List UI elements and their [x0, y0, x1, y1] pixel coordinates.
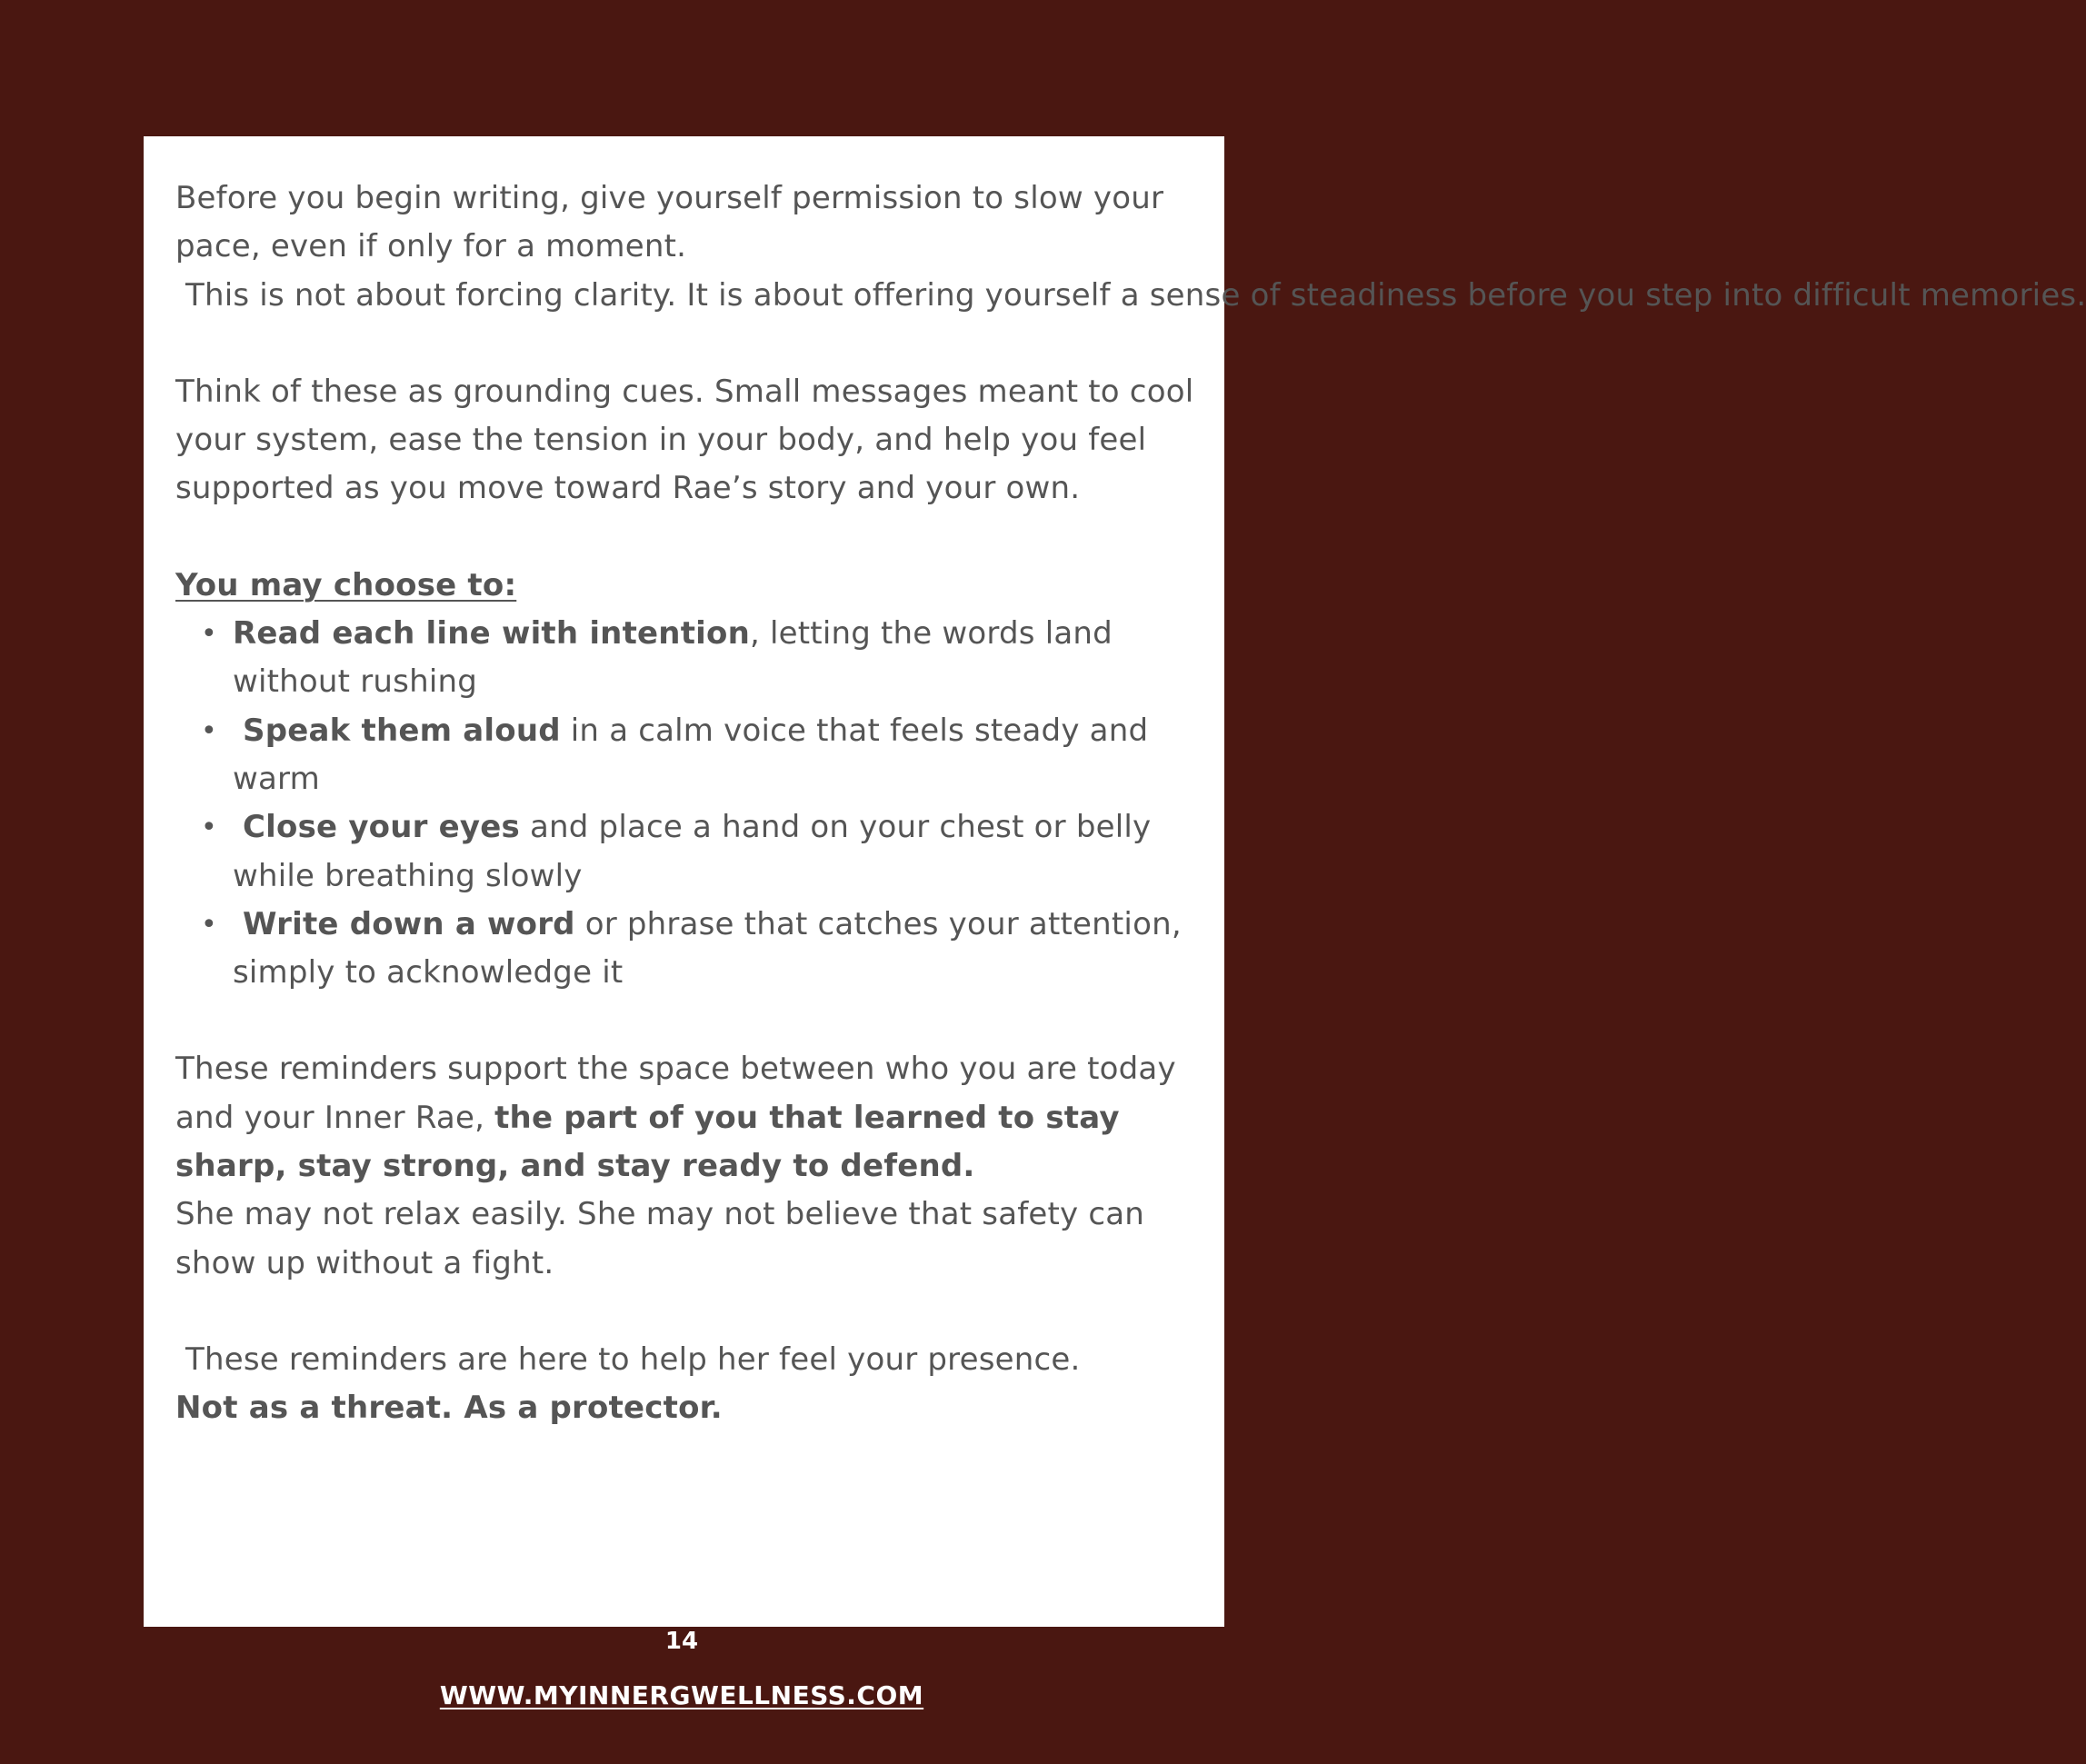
- grounding-paragraph: Think of these as grounding cues. Small messages meant to cool your system, ease the tension in your body, and help you feel supported as you move toward Rae’s story and your own.: [175, 373, 1194, 507]
- closing-paragraph: [175, 1336, 1197, 1433]
- list-item-lead: [233, 809, 243, 845]
- closing-bold: Not as a threat. As a protector.: [175, 1390, 723, 1427]
- spacer: [175, 513, 1197, 562]
- list-item: [175, 707, 1197, 804]
- bullet-icon: •: [201, 908, 217, 941]
- spacer: [175, 997, 1197, 1045]
- choices-list: [175, 610, 1197, 997]
- page-number: 14: [664, 1628, 699, 1655]
- list-item: [175, 803, 1197, 901]
- intro-paragraph: [175, 174, 2086, 320]
- spacer: [175, 1288, 1197, 1336]
- list-item-bold: Write down a word: [243, 905, 575, 942]
- bullet-icon: •: [201, 618, 217, 651]
- reminders-paragraph: [175, 1045, 1197, 1287]
- bullet-icon: •: [201, 812, 217, 844]
- reminders-followup: She may not relax easily. She may not believe that safety can show up without a fight.: [175, 1196, 1145, 1281]
- reminders-text: These reminders support the space between who you are today and your Inner Rae,: [175, 1051, 1176, 1136]
- reminders-bold: the part of you that learned to stay sharp, stay strong, and stay ready to defend.: [175, 1099, 1120, 1185]
- list-item: [175, 901, 1197, 998]
- list-item: [175, 610, 1197, 707]
- spacer: [175, 320, 1197, 368]
- intro-line-1: Before you begin writing, give yourself permission to slow your pace, even if only for a moment.: [175, 180, 1164, 265]
- intro-line-2: This is not about forcing clarity. It is about offering yourself a sense of steadiness before you step into difficult memories.: [175, 276, 2086, 314]
- list-item-bold: Close your eyes: [243, 809, 520, 846]
- list-item-bold: Speak them aloud: [243, 712, 561, 749]
- list-item-text: and place a hand on your chest or belly while breathing slowly: [233, 809, 1152, 894]
- website-link[interactable]: WWW.MYINNERGWELLNESS.COM: [439, 1680, 924, 1710]
- list-item-lead: [233, 906, 243, 942]
- list-item-text: , letting the words land without rushing: [233, 615, 1113, 701]
- closing-text: These reminders are here to help her feel your presence.: [175, 1340, 1081, 1378]
- bullet-icon: •: [201, 714, 217, 747]
- choices-heading: You may choose to:: [175, 566, 517, 603]
- list-item-lead: [233, 713, 243, 749]
- content-card: [144, 136, 2086, 1627]
- list-item-text: in a calm voice that feels steady and warm: [233, 712, 1149, 797]
- list-item-bold: Read each line with intention: [233, 615, 750, 653]
- list-item-text: or phrase that catches your attention, simply to acknowledge it: [233, 905, 1182, 992]
